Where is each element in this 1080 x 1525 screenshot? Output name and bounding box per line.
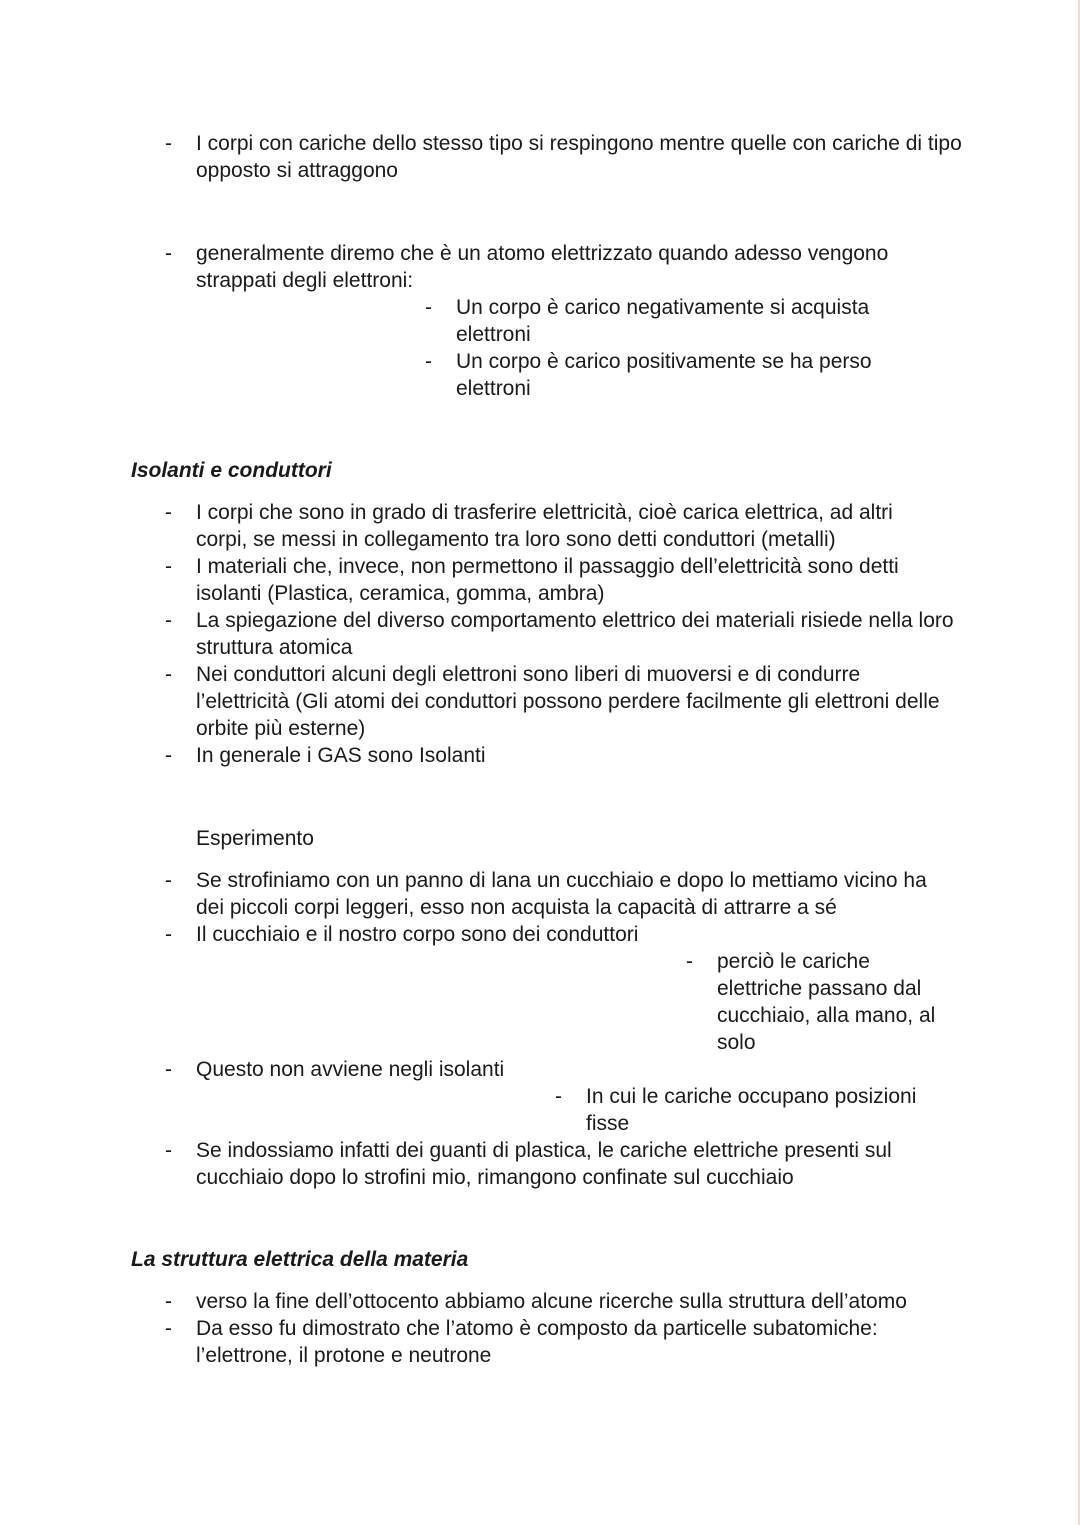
section-heading: Isolanti e conduttori	[131, 459, 332, 482]
dash-bullet: -	[425, 350, 432, 373]
sub-list-item-text: perciò le cariche elettriche passano dal cucchiaio, alla mano, al solo	[717, 950, 936, 1054]
dash-bullet: -	[165, 869, 172, 892]
dash-bullet: -	[165, 242, 172, 265]
dash-bullet: -	[165, 1317, 172, 1340]
section-heading: La struttura elettrica della materia	[131, 1248, 469, 1271]
dash-bullet: -	[165, 744, 172, 767]
experiment-label: Esperimento	[196, 827, 314, 850]
list-item-text: I corpi che sono in grado di trasferire elettricità, cioè carica elettrica, ad altri corpi, se messi in collegamento tra loro sono detti conduttori (metalli)	[196, 501, 893, 551]
dash-bullet: -	[555, 1085, 562, 1108]
sub-list-item-text: Un corpo è carico positivamente se ha perso elettroni	[456, 350, 872, 400]
dash-bullet: -	[165, 663, 172, 686]
list-item-text: Il cucchiaio e il nostro corpo sono dei conduttori	[196, 923, 639, 946]
dash-bullet: -	[686, 950, 693, 973]
list-item-text: Da esso fu dimostrato che l’atomo è composto da particelle subatomiche: l’elettrone, il protone e neutrone	[196, 1317, 878, 1367]
dash-bullet: -	[165, 555, 172, 578]
dash-bullet: -	[165, 1139, 172, 1162]
dash-bullet: -	[165, 609, 172, 632]
list-item-text: La spiegazione del diverso comportamento elettrico dei materiali risiede nella loro struttura atomica	[196, 609, 954, 659]
list-item-text: I corpi con cariche dello stesso tipo si respingono mentre quelle con cariche di tipo opposto si attraggono	[196, 132, 962, 182]
list-item-text: Se indossiamo infatti dei guanti di plastica, le cariche elettriche presenti sul cucchiaio dopo lo strofini mio, rimangono confinate sul cucchiaio	[196, 1139, 892, 1189]
list-item-text: verso la fine dell’ottocento abbiamo alcune ricerche sulla struttura dell’atomo	[196, 1290, 907, 1313]
sub-list-item-text: In cui le cariche occupano posizioni fisse	[586, 1085, 917, 1135]
dash-bullet: -	[165, 132, 172, 155]
dash-bullet: -	[425, 296, 432, 319]
list-item-text: Se strofiniamo con un panno di lana un cucchiaio e dopo lo mettiamo vicino ha dei piccoli corpi leggeri, esso non acquista la capacità di attrarre a sé	[196, 869, 927, 919]
list-item-text: I materiali che, invece, non permettono il passaggio dell’elettricità sono detti isolanti (Plastica, ceramica, gomma, ambra)	[196, 555, 899, 605]
sub-list-item-text: Un corpo è carico negativamente si acquista elettroni	[456, 296, 870, 346]
dash-bullet: -	[165, 1290, 172, 1313]
dash-bullet: -	[165, 923, 172, 946]
dash-bullet: -	[165, 501, 172, 524]
list-item-text: In generale i GAS sono Isolanti	[196, 744, 486, 767]
list-item-text: Nei conduttori alcuni degli elettroni sono liberi di muoversi e di condurre l’elettricità (Gli atomi dei conduttori possono perdere facilmente gli elettroni delle orbite più esterne)	[196, 663, 940, 740]
dash-bullet: -	[165, 1058, 172, 1081]
list-item-text: generalmente diremo che è un atomo elettrizzato quando adesso vengono strappati degli elettroni:	[196, 242, 889, 292]
list-item-text: Questo non avviene negli isolanti	[196, 1058, 505, 1081]
